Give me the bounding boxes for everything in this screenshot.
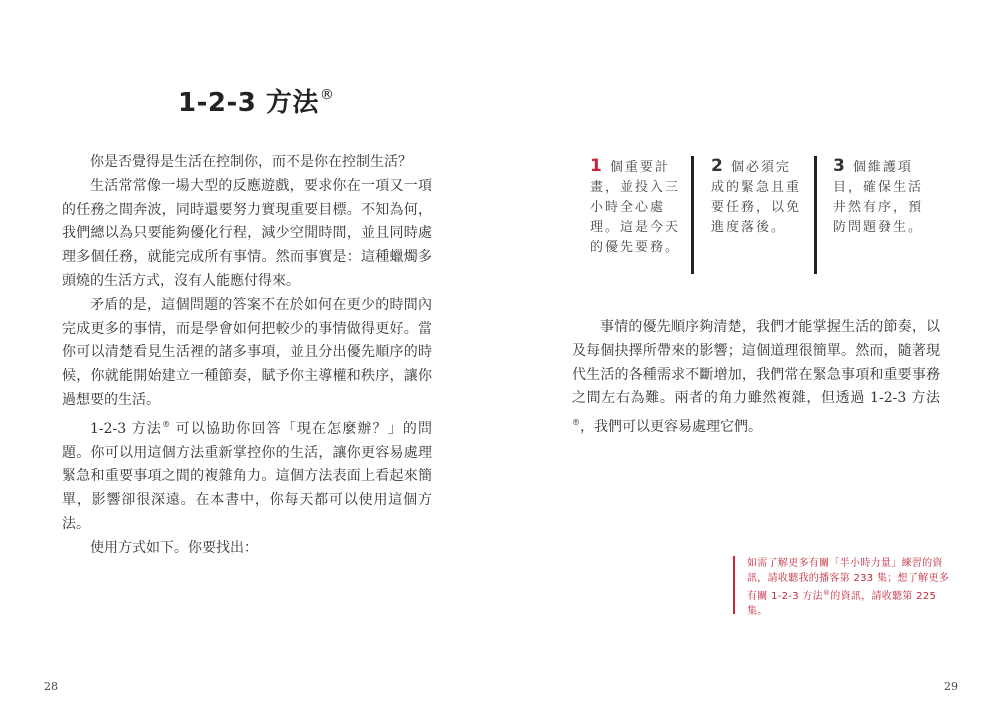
page-number-right: 29 <box>944 680 958 693</box>
three-columns <box>588 156 928 274</box>
page-title <box>178 82 334 119</box>
column-divider <box>814 156 817 274</box>
column-3 <box>833 156 925 238</box>
side-note-lead: 如需了解更多有關「半小時力量」練習的資訊，請收聽我的播客第 233 集；想了解更多有關 1-2-3 方法 <box>747 558 950 602</box>
paragraph <box>62 413 432 537</box>
side-note <box>733 556 959 617</box>
registered-mark: ® <box>162 419 171 429</box>
paragraph-lead: 1-2-3 方法 <box>90 420 163 437</box>
body-text-left <box>62 151 432 561</box>
paragraph: 你是否覺得是生活在控制你，而不是你在控制生活？ <box>90 154 412 170</box>
column-text: 個重要計畫，並投入三小時全心處理。這是今天的優先要務。 <box>590 160 681 255</box>
paragraph-rest: ，我們可以更容易處理它們。 <box>580 419 762 436</box>
paragraph-rest: 可以協助你回答「現在怎麼辦？」的問題。你可以用這個方法重新掌控你的生活，讓你更容易處理緊急和重要事項之間的複雜角力。這個方法表面上看起來簡單，影響卻很深遠。在本書中，你每天都可以使用這個方法。 <box>62 420 432 532</box>
column-number: 3 <box>833 156 845 176</box>
registered-mark: ® <box>572 418 580 428</box>
column-1 <box>590 156 682 258</box>
paragraph: 生活常常像一場大型的反應遊戲，要求你在一項又一項的任務之間奔波，同時還要努力實現重要目標。不知為何，我們總以為只要能夠優化行程，減少空閒時間，並且同時處理多個任務，就能完成所有事情。然而事實是：這種蠟燭多頭燒的生活方式，沒有人能應付得來。 <box>62 177 432 289</box>
side-note-rest: 的資訊，請收聽第 225 集。 <box>747 591 937 617</box>
paragraph: 矛盾的是，這個問題的答案不在於如何在更少的時間內完成更多的事情，而是學會如何把較少的事情做得更好。當你可以清楚看見生活裡的諸多事項，並且分出優先順序的時候，你就能開始建立一種節奏，賦予你主導權和秩序，讓你過想要的生活。 <box>62 296 432 408</box>
paragraph: 使用方式如下。你要找出： <box>90 539 258 556</box>
page-number-left: 28 <box>44 680 58 693</box>
column-2 <box>711 156 803 238</box>
column-number: 1 <box>590 156 602 176</box>
body-text-right <box>572 316 940 440</box>
column-divider <box>691 156 694 274</box>
column-text: 個維護項目，確保生活井然有序，預防問題發生。 <box>833 160 924 235</box>
title-text: 1-2-3 方法 <box>178 88 319 118</box>
registered-mark: ® <box>319 87 335 103</box>
registered-mark: ® <box>822 589 831 597</box>
column-text: 個必須完成的緊急且重要任務，以免進度落後。 <box>711 160 802 235</box>
paragraph-lead: 事情的優先順序夠清楚，我們才能掌握生活的節奏，以及每個抉擇所帶來的影響；這個道理很簡單。然而，隨著現代生活的各種需求不斷增加，我們常在緊急事項和重要事務之間左右為難。兩者的角力雖然複雜，但透過 1-2-3 方法 <box>572 319 940 407</box>
column-number: 2 <box>711 156 723 176</box>
paragraph <box>572 316 940 440</box>
